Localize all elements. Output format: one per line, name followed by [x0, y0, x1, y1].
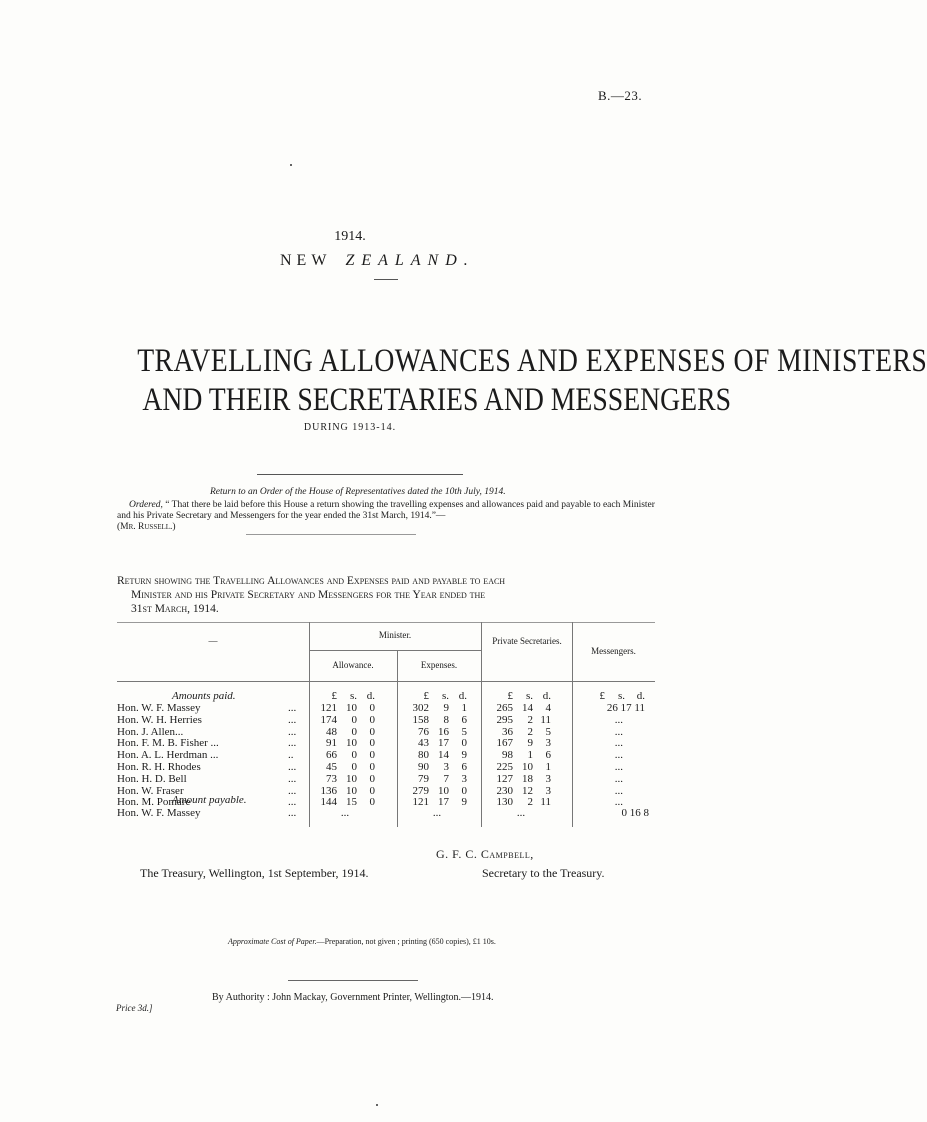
price-note: Price 3d.] — [116, 1003, 153, 1013]
country-heading — [280, 252, 475, 270]
cell-private-pence: 11 — [540, 713, 551, 726]
row-name: Hon. M. Pomare — [117, 796, 191, 809]
cell-expenses-shillings: 16 — [438, 725, 449, 738]
private-secretaries-header: Private Secretaries. — [492, 636, 562, 646]
cell-expenses-pounds: 158 — [412, 713, 429, 726]
order-text — [117, 500, 657, 533]
cell-allowance-shillings: 15 — [346, 796, 357, 809]
cell-expenses-shillings: 8 — [443, 713, 449, 726]
cell-allowance-pounds: 91 — [326, 737, 337, 750]
cell-messengers: ... — [614, 713, 623, 726]
unit-shillings: s. — [441, 690, 449, 702]
speck-mark — [290, 164, 292, 166]
unit-pounds: £ — [423, 690, 429, 702]
cell-messengers: ... — [614, 749, 623, 762]
order-heading: Return to an Order of the House of Representatives dated the 10th July, 1914. — [210, 487, 506, 497]
cell-expenses-pounds: 80 — [418, 749, 429, 762]
cell-private-pence: 4 — [545, 702, 551, 714]
unit-pence: d. — [458, 690, 467, 702]
cell-expenses-pounds: 79 — [418, 772, 429, 785]
table-row — [117, 749, 655, 761]
order-mover: (Mr. Russell.) — [117, 522, 176, 532]
cell-allowance-pounds: 174 — [320, 713, 337, 726]
return-heading — [117, 574, 653, 616]
cell-allowance-pence: 0 — [369, 796, 375, 809]
cell-expenses-shillings: 9 — [443, 702, 449, 714]
cell-private-shillings: 10 — [522, 761, 533, 773]
speck-mark — [376, 1104, 378, 1106]
row-dots: ... — [288, 737, 297, 750]
cell-private-pence: 3 — [545, 737, 551, 750]
cell-expenses-pounds: 76 — [418, 725, 429, 738]
row-name: Hon. W. F. Massey — [117, 702, 201, 714]
cell-private-pence: 1 — [545, 761, 551, 773]
row-name: Hon. H. D. Bell — [117, 772, 187, 785]
authority-line: By Authority : John Mackay, Government Printer, Wellington.—1914. — [212, 992, 494, 1003]
cell-allowance-pounds: 45 — [326, 761, 337, 773]
row-name: Hon. W. F. Massey — [117, 807, 201, 819]
row-name: Hon. J. Allen... — [117, 725, 184, 738]
amount-payable-label-row — [117, 794, 655, 809]
amounts-paid-label: Amounts paid. — [172, 690, 236, 702]
cell-allowance-pounds: 73 — [326, 772, 337, 785]
cell-messengers: ... — [614, 772, 623, 785]
page-reference: B.—23. — [598, 88, 643, 103]
cell-expenses: ... — [432, 807, 442, 819]
row-dots: ... — [288, 772, 297, 785]
cell-allowance-pence: 0 — [369, 702, 375, 714]
table-units-row — [117, 690, 655, 702]
cell-private-pounds: 167 — [496, 737, 513, 750]
cell-expenses-pounds: 302 — [412, 702, 429, 714]
cell-messengers: ... — [614, 725, 623, 738]
cell-private-pounds: 127 — [496, 772, 513, 785]
cell-allowance-shillings: 10 — [346, 702, 357, 714]
cell-private-pence: 3 — [545, 784, 551, 797]
row-name: Hon. W. H. Herries — [117, 713, 202, 726]
cell-expenses-pence: 0 — [461, 784, 467, 797]
signature-title: Secretary to the Treasury. — [482, 866, 605, 880]
row-dots: ... — [288, 761, 297, 773]
cell-allowance-pounds: 48 — [326, 725, 337, 738]
cell-allowance-pence: 0 — [369, 737, 375, 750]
cell-private-shillings: 12 — [522, 784, 533, 797]
cell-allowance-pounds: 66 — [326, 749, 337, 762]
cell-messengers: ... — [614, 761, 623, 773]
cell-private-pence: 5 — [545, 725, 551, 738]
table-top-rule — [117, 622, 655, 623]
cell-expenses-pounds: 43 — [418, 737, 429, 750]
unit-pence: d. — [636, 690, 645, 702]
cell-expenses-pence: 6 — [461, 713, 467, 726]
table-row — [117, 773, 655, 785]
treasury-date-line: The Treasury, Wellington, 1st September, 1914. — [140, 866, 369, 880]
cell-allowance-shillings: 0 — [351, 749, 357, 762]
cell-expenses-shillings: 3 — [443, 761, 449, 773]
cost-note — [228, 937, 496, 946]
cell-private: ... — [516, 807, 526, 819]
minister-group-header: Minister. — [378, 630, 412, 640]
cell-allowance-shillings: 10 — [346, 772, 357, 785]
country-word-new: NEW — [280, 252, 332, 269]
table-row — [117, 702, 655, 714]
cell-private-shillings: 2 — [527, 796, 533, 809]
row-dots: ... — [288, 784, 297, 797]
unit-pounds: £ — [599, 690, 605, 702]
minister-group-rule — [310, 650, 481, 651]
country-word-zealand: ZEALAND. — [345, 252, 475, 269]
cell-private-pounds: 230 — [496, 784, 513, 797]
cell-expenses-shillings: 17 — [438, 737, 449, 750]
cell-allowance-pounds: 121 — [320, 702, 337, 714]
return-table — [117, 622, 655, 827]
row-dots: .. — [288, 749, 294, 762]
section-rule — [257, 474, 463, 475]
cell-private-pounds: 295 — [496, 713, 513, 726]
cost-note-text: —Preparation, not given ; printing (650 copies), £1 10s. — [316, 937, 496, 946]
row-name: Hon. F. M. B. Fisher ... — [117, 737, 219, 750]
table-row — [117, 737, 655, 749]
row-dots: ... — [288, 796, 297, 809]
cell-private-pence: 11 — [540, 796, 551, 809]
cell-expenses-pence: 5 — [461, 725, 467, 738]
cell-allowance: ... — [340, 807, 350, 819]
cell-allowance-pence: 0 — [369, 725, 375, 738]
cell-expenses-pence: 1 — [461, 702, 467, 714]
cell-allowance-pence: 0 — [369, 749, 375, 762]
table-row — [117, 761, 655, 773]
document-title-line2: AND THEIR SECRETARIES AND MESSENGERS — [142, 382, 732, 418]
cell-expenses-pence: 9 — [461, 749, 467, 762]
table-row — [117, 714, 655, 726]
expenses-header: Expenses. — [420, 660, 458, 670]
cell-private-shillings: 9 — [527, 737, 533, 750]
cell-allowance-shillings: 10 — [346, 737, 357, 750]
cell-messengers: 26 17 11 — [606, 702, 645, 714]
cell-messengers: 0 16 8 — [621, 807, 649, 819]
table-header-rule — [117, 681, 655, 682]
unit-shillings: s. — [525, 690, 533, 702]
cell-allowance-pounds: 144 — [320, 796, 337, 809]
cell-allowance-pence: 0 — [369, 772, 375, 785]
order-ordered-label: Ordered, — [129, 500, 163, 510]
cell-expenses-shillings: 14 — [438, 749, 449, 762]
cell-allowance-shillings: 0 — [351, 725, 357, 738]
cell-private-pounds: 98 — [502, 749, 513, 762]
cell-private-pounds: 36 — [502, 725, 513, 738]
unit-pence: d. — [542, 690, 551, 702]
cell-allowance-shillings: 0 — [351, 713, 357, 726]
unit-pounds: £ — [331, 690, 337, 702]
order-rule — [246, 534, 416, 535]
cell-expenses-pounds: 121 — [412, 796, 429, 809]
document-title-line1: TRAVELLING ALLOWANCES AND EXPENSES OF MINISTERS — [137, 343, 927, 379]
row-dots: ... — [288, 807, 297, 819]
cell-private-pence: 6 — [545, 749, 551, 762]
cell-allowance-shillings: 0 — [351, 761, 357, 773]
cell-expenses-pence: 6 — [461, 761, 467, 773]
cell-expenses-shillings: 10 — [438, 784, 449, 797]
cell-private-shillings: 2 — [527, 725, 533, 738]
cell-private-shillings: 1 — [527, 749, 533, 762]
cell-allowance-pence: 0 — [369, 761, 375, 773]
signature-name: G. F. C. Campbell, — [436, 847, 534, 861]
row-dots: ... — [288, 702, 297, 714]
cell-expenses-pence: 9 — [461, 796, 467, 809]
cell-messengers: ... — [614, 796, 623, 809]
name-column-header: — — [208, 636, 218, 646]
short-rule — [374, 279, 398, 280]
return-heading-line3: 31st March, 1914. — [131, 603, 219, 615]
cell-allowance-pounds: 136 — [320, 784, 337, 797]
document-year: 1914. — [334, 229, 366, 244]
cost-note-label: Approximate Cost of Paper. — [228, 937, 317, 946]
row-name: Hon. W. Fraser — [117, 784, 184, 797]
cell-expenses-pence: 3 — [461, 772, 467, 785]
cell-private-pence: 3 — [545, 772, 551, 785]
cell-expenses-pounds: 279 — [412, 784, 429, 797]
row-dots: ... — [288, 713, 297, 726]
cell-allowance-pence: 0 — [369, 784, 375, 797]
cell-private-shillings: 18 — [522, 772, 533, 785]
cell-expenses-shillings: 7 — [443, 772, 449, 785]
order-motion-text: “ That there be laid before this House a return showing the travelling expenses and allowances paid and payable to each Minister and his Private Secretary and Messengers for the year ended the 31st March, 1914.”— — [117, 500, 655, 521]
cell-allowance-shillings: 10 — [346, 784, 357, 797]
row-name: Hon. A. L. Herdman ... — [117, 749, 219, 762]
cell-private-pounds: 225 — [496, 761, 513, 773]
unit-pounds: £ — [507, 690, 513, 702]
cell-messengers: ... — [614, 784, 623, 797]
cell-private-pounds: 130 — [496, 796, 513, 809]
unit-pence: d. — [366, 690, 375, 702]
table-row-payable — [117, 807, 655, 819]
cell-private-shillings: 14 — [522, 702, 533, 714]
cell-expenses-pence: 0 — [461, 737, 467, 750]
cell-allowance-pence: 0 — [369, 713, 375, 726]
return-heading-line2: Minister and his Private Secretary and Messengers for the Year ended the — [131, 589, 486, 601]
cell-private-pounds: 265 — [496, 702, 513, 714]
table-row — [117, 726, 655, 738]
amount-payable-label: Amount payable. — [172, 794, 247, 806]
allowance-header: Allowance. — [332, 660, 374, 670]
return-heading-line1: Return showing the Travelling Allowances and Expenses paid and payable to each — [117, 575, 506, 587]
messengers-header: Messengers. — [591, 646, 636, 656]
cell-private-shillings: 2 — [527, 713, 533, 726]
row-name: Hon. R. H. Rhodes — [117, 761, 201, 773]
footer-rule — [288, 980, 418, 981]
cell-messengers: ... — [614, 737, 623, 750]
unit-shillings: s. — [349, 690, 357, 702]
row-dots: ... — [288, 725, 297, 738]
document-period: DURING 1913-14. — [303, 422, 397, 433]
cell-expenses-pounds: 90 — [418, 761, 429, 773]
cell-expenses-shillings: 17 — [438, 796, 449, 809]
unit-shillings: s. — [617, 690, 625, 702]
